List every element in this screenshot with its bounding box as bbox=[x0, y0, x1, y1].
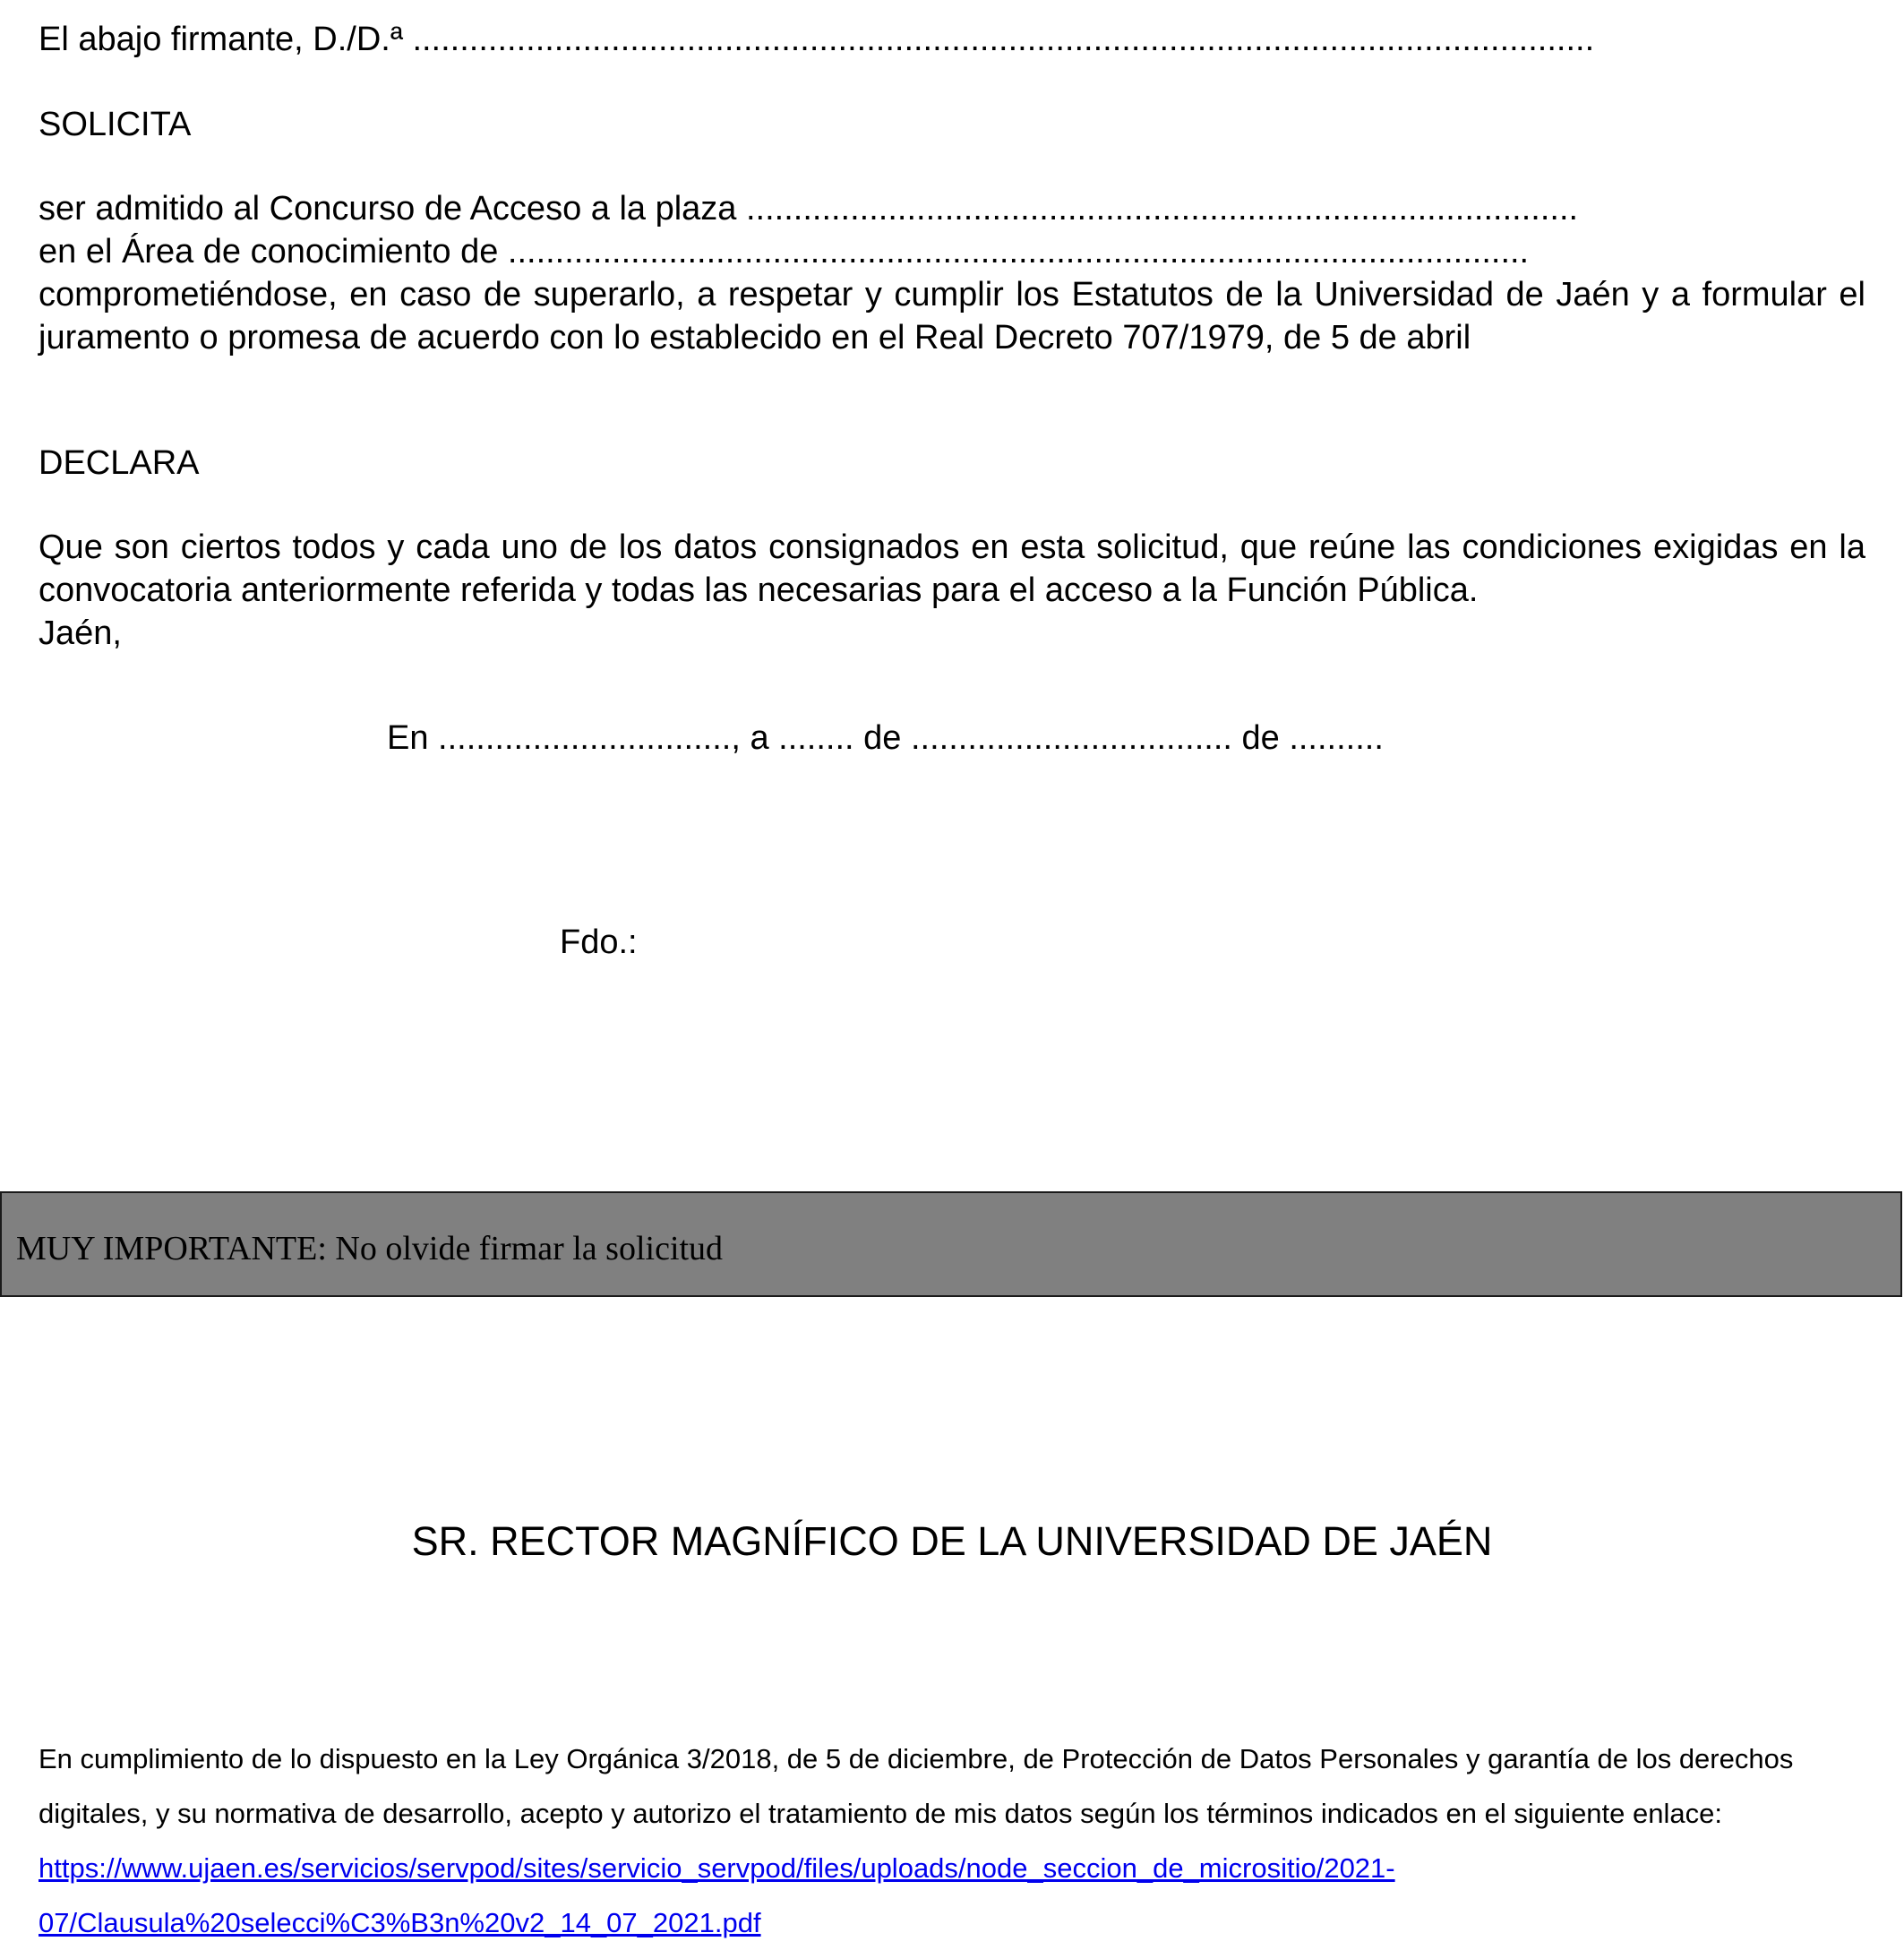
area-line: en el Área de conocimiento de ............................................................................................................ bbox=[39, 233, 1530, 271]
solicita-heading: SOLICITA bbox=[39, 106, 192, 143]
city-line: Jaén, bbox=[39, 614, 122, 652]
privacy-clause-link-continued[interactable]: 07/Clausula%20selecci%C3%B3n%20v2_14_07_2021.pdf bbox=[39, 1907, 761, 1938]
important-notice-box bbox=[0, 1191, 1902, 1297]
plaza-line: ser admitido al Concurso de Acceso a la plaza ........................................................................................ bbox=[39, 190, 1579, 228]
privacy-clause-link[interactable]: https://www.ujaen.es/servicios/servpod/sites/servicio_servpod/files/uploads/node_seccion_de_micrositio/2021- bbox=[39, 1852, 1395, 1884]
addressee-title: SR. RECTOR MAGNÍFICO DE LA UNIVERSIDAD DE JAÉN bbox=[411, 1518, 1493, 1564]
date-place-line: En ..............................., a ........ de .................................. de .......... bbox=[387, 719, 1384, 757]
signer-name-line: El abajo firmante, D./D.ª ............................................................................................................................. bbox=[39, 21, 1595, 58]
signature-label: Fdo.: bbox=[560, 923, 638, 961]
privacy-text-line-2: digitales, y su normativa de desarrollo, acepto y autorizo el tratamiento de mis datos según los términos indicados en el siguiente enlace: bbox=[39, 1798, 1722, 1829]
declara-heading: DECLARA bbox=[39, 444, 200, 482]
important-notice-text: MUY IMPORTANTE: No olvide firmar la solicitud bbox=[16, 1230, 724, 1267]
privacy-text-line-1: En cumplimiento de lo dispuesto en la Ley Orgánica 3/2018, de 5 de diciembre, de Protección de Datos Personales y garantía de los derechos bbox=[39, 1743, 1794, 1774]
commitment-paragraph: comprometiéndose, en caso de superarlo, a respetar y cumplir los Estatutos de la Universidad de Jaén y a formular el juramento o promesa de acuerdo con lo establecido en el Real Decreto 707/1979, de 5 de abril bbox=[39, 276, 1865, 356]
declaration-paragraph: Que son ciertos todos y cada uno de los datos consignados en esta solicitud, que reúne las condiciones exigidas en la convocatoria anteriormente referida y todas las necesarias para el acceso a la Función Pública. bbox=[39, 528, 1865, 609]
